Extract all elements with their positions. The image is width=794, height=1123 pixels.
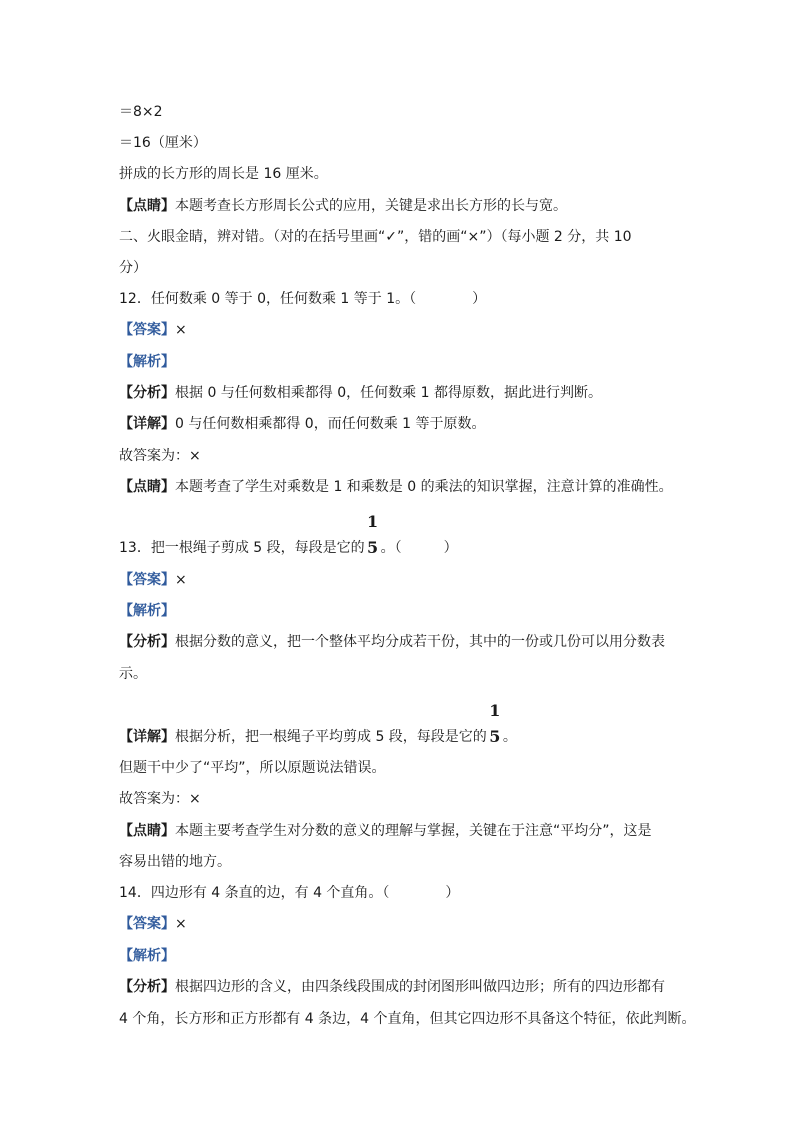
question-text: 13．把一根绳子剪成 5 段，每段是它的 — [119, 540, 365, 556]
xiangjie-tail: 。 — [502, 729, 517, 745]
answer-tag: 【答案】 — [119, 572, 175, 588]
xiangjie-text: 根据分析，把一根绳子平均剪成 5 段，每段是它的 — [175, 729, 487, 745]
fraction-denominator: 5 — [367, 538, 379, 557]
q12-fenxi — [119, 383, 602, 403]
dianjing-tag: 【点睛】 — [119, 198, 175, 214]
answer-tag: 【答案】 — [119, 916, 175, 932]
question-tail: 。（ ） — [380, 540, 458, 556]
q12-analysis — [119, 352, 175, 372]
q13-xiangjie — [119, 701, 517, 747]
q13-extra: 但题干中少了“平均”，所以原题说法错误。 — [119, 760, 386, 776]
fenxi-tag: 【分析】 — [119, 385, 175, 401]
section-heading-cont: 分） — [119, 260, 147, 276]
answer-value: × — [175, 322, 187, 338]
answer-tag: 【答案】 — [119, 322, 175, 338]
q13-question — [119, 512, 458, 558]
q14-fenxi — [119, 977, 665, 997]
fraction-one-fifth — [367, 512, 379, 558]
q13-answer — [119, 570, 187, 590]
q12-xiangjie — [119, 414, 486, 434]
q13-dianjing-cont: 容易出错的地方。 — [119, 854, 231, 870]
q12-answer — [119, 320, 187, 340]
analysis-tag: 【解析】 — [119, 603, 175, 619]
q13-fenxi — [119, 632, 665, 652]
dianjing-text: 本题考查了学生对乘数是 1 和乘数是 0 的乘法的知识掌握，注意计算的准确性。 — [175, 479, 673, 495]
q13-dianjing — [119, 821, 652, 841]
fraction-denominator: 5 — [489, 727, 501, 746]
q12-question: 12．任何数乘 0 等于 0，任何数乘 1 等于 1。（ ） — [119, 291, 487, 307]
fraction-one-fifth — [489, 701, 501, 747]
q14-fenxi-cont: 4 个角，长方形和正方形都有 4 条边，4 个直角，但其它四边形不具备这个特征，依此判断。 — [119, 1011, 696, 1027]
q14-question: 14．四边形有 4 条直的边，有 4 个直角。（ ） — [119, 885, 460, 901]
fenxi-tag: 【分析】 — [119, 979, 175, 995]
dianjing-text: 本题主要考查学生对分数的意义的理解与掌握，关键在于注意“平均分”，这是 — [175, 823, 652, 839]
answer-value: × — [175, 572, 187, 588]
analysis-tag: 【解析】 — [119, 948, 175, 964]
dianjing-tag: 【点睛】 — [119, 823, 175, 839]
fenxi-tag: 【分析】 — [119, 634, 175, 650]
xiangjie-tag: 【详解】 — [119, 729, 175, 745]
q13-fenxi-cont: 示。 — [119, 666, 147, 682]
q13-conclusion: 故答案为：× — [119, 791, 201, 807]
q14-answer — [119, 914, 187, 934]
dianjing-text: 本题考查长方形周长公式的应用，关键是求出长方形的长与宽。 — [175, 198, 567, 214]
section-heading: 二、火眼金睛，辨对错。（对的在括号里画“✓”，错的画“×”）（每小题 2 分，共 10 — [119, 229, 632, 245]
answer-value: × — [175, 916, 187, 932]
calc-line-1: ＝8×2 — [119, 104, 163, 120]
q12-conclusion: 故答案为：× — [119, 448, 201, 464]
fenxi-text: 根据分数的意义，把一个整体平均分成若干份，其中的一份或几份可以用分数表 — [175, 634, 665, 650]
q12-dianjing — [119, 477, 673, 497]
fenxi-text: 根据 0 与任何数相乘都得 0，任何数乘 1 都得原数，据此进行判断。 — [175, 385, 602, 401]
dianjing-tag: 【点睛】 — [119, 479, 175, 495]
perimeter-result: 拼成的长方形的周长是 16 厘米。 — [119, 166, 328, 182]
q13-analysis — [119, 601, 175, 621]
dianjing-prev — [119, 196, 567, 216]
fraction-numerator: 1 — [367, 512, 379, 531]
analysis-tag: 【解析】 — [119, 354, 175, 370]
calc-line-2: ＝16（厘米） — [119, 135, 207, 151]
fraction-numerator: 1 — [489, 701, 501, 720]
fenxi-text: 根据四边形的含义，由四条线段围成的封闭图形叫做四边形；所有的四边形都有 — [175, 979, 665, 995]
xiangjie-text: 0 与任何数相乘都得 0，而任何数乘 1 等于原数。 — [175, 416, 486, 432]
q14-analysis — [119, 946, 175, 966]
xiangjie-tag: 【详解】 — [119, 416, 175, 432]
